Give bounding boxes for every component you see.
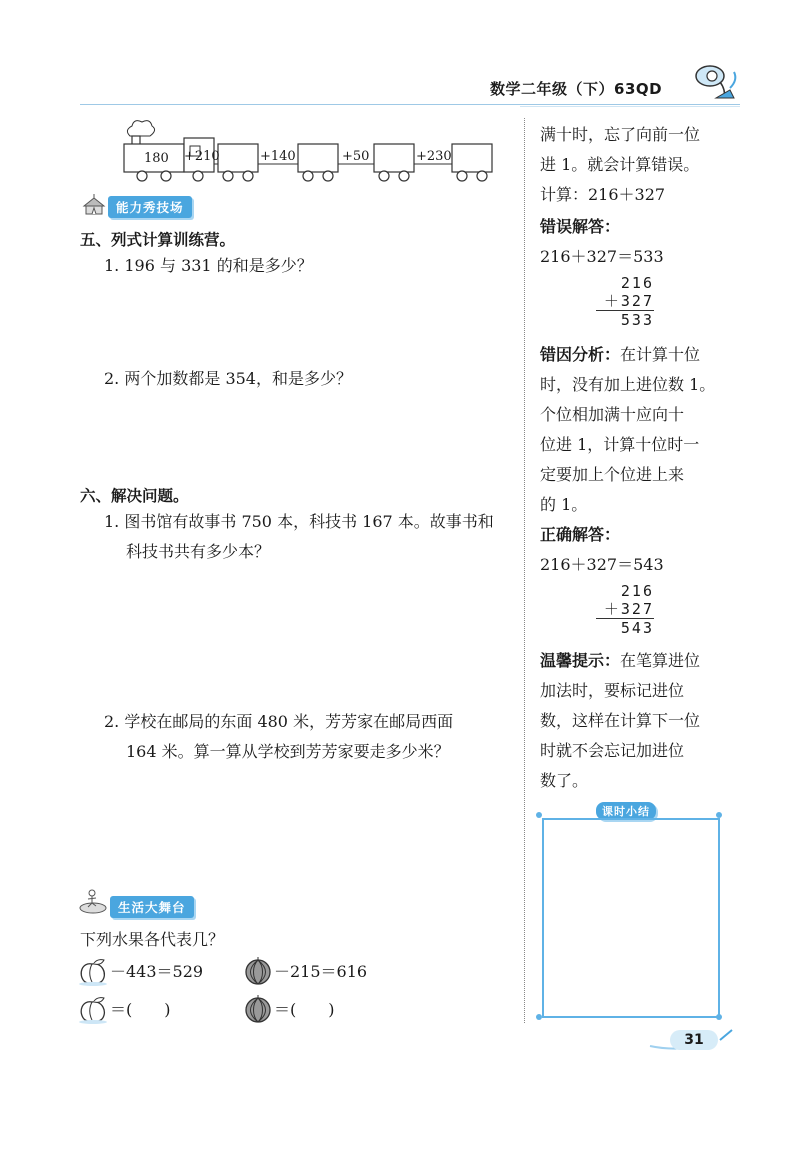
train-diagram xyxy=(118,118,498,182)
train-op-2: +140 xyxy=(260,149,296,164)
reason-line5: 定要加上个位进上来 xyxy=(540,465,685,484)
sidebar-calc: 计算：216＋327 xyxy=(540,185,666,204)
sidebar-reason xyxy=(540,340,720,520)
stage-icon xyxy=(78,888,108,918)
train-start-value: 180 xyxy=(144,151,169,166)
section5-question-2: 2. 两个加数都是 354，和是多少？ xyxy=(104,369,352,388)
train-op-4: +230 xyxy=(416,149,452,164)
wrong-vertical-calc xyxy=(596,274,654,329)
wrong-addend-2: ＋327 xyxy=(603,292,654,310)
section-badge-ability: 能力秀技场 xyxy=(108,196,192,218)
tip-line1: 在笔算进位 xyxy=(620,651,701,670)
right-vertical-calc xyxy=(596,582,654,637)
reason-line4: 位进 1，计算十位时一 xyxy=(540,435,700,454)
train-op-3: +50 xyxy=(342,149,370,164)
tip-line5: 数了。 xyxy=(540,771,589,790)
section5-title: 五、列式计算训练营。 xyxy=(80,231,236,249)
peach-answer-blank[interactable]: ＝( ) xyxy=(110,1000,171,1019)
wrong-addend-1: 216 xyxy=(620,274,654,292)
sidebar-intro-line2: 进 1。就会计算错误。 xyxy=(540,155,700,174)
section-badge-summary: 课时小结 xyxy=(596,802,656,820)
section6-question-2-line1: 2. 学校在邮局的东面 480 米，芳芳家在邮局西面 xyxy=(104,712,454,731)
sidebar-wrong-label: 错误解答： xyxy=(540,217,621,236)
wrong-sum: 533 xyxy=(596,310,654,329)
reason-line6: 的 1。 xyxy=(540,495,588,514)
section-badge-life: 生活大舞台 xyxy=(110,896,194,918)
tip-line4: 时就不会忘记加进位 xyxy=(540,741,685,760)
reason-line3: 个位相加满十应向十 xyxy=(540,405,685,424)
watermelon-icon xyxy=(243,956,273,990)
sidebar-right-label: 正确解答： xyxy=(540,525,621,544)
section6-question-1-line1: 1. 图书馆有故事书 750 本，科技书 167 本。故事书和 xyxy=(104,512,494,531)
summary-writing-box[interactable] xyxy=(542,818,720,1018)
sidebar-wrong-equation: 216＋327＝533 xyxy=(540,247,664,266)
section6-question-1-line2: 科技书共有多少本？ xyxy=(126,542,271,561)
right-sum: 543 xyxy=(596,618,654,637)
header-rule-secondary xyxy=(520,106,740,107)
right-addend-1: 216 xyxy=(620,582,654,600)
header-rule xyxy=(80,104,740,105)
fruits-intro: 下列水果各代表几？ xyxy=(80,930,225,949)
right-addend-2: ＋327 xyxy=(603,600,654,618)
section6-question-2-line2: 164 米。算一算从学校到芳芳家要走多少米？ xyxy=(126,742,450,761)
tip-line2: 加法时，要标记进位 xyxy=(540,681,685,700)
frame-corner-dot xyxy=(536,1014,542,1020)
section6-title: 六、解决问题。 xyxy=(80,487,189,505)
sidebar-intro-line1: 满十时，忘了向前一位 xyxy=(540,125,701,144)
train-op-1: +210 xyxy=(184,149,220,164)
reason-line2: 时，没有加上进位数 1。 xyxy=(540,375,716,394)
reason-line1: 在计算十位 xyxy=(620,345,701,364)
watermelon-equation: －215＝616 xyxy=(274,962,368,981)
frame-corner-dot xyxy=(716,1014,722,1020)
reason-label: 错因分析： xyxy=(540,345,621,364)
lamp-icon xyxy=(690,60,740,100)
tip-label: 温馨提示： xyxy=(540,651,621,670)
sidebar-tip xyxy=(540,646,720,796)
frame-corner-dot xyxy=(716,812,722,818)
peach-icon xyxy=(76,996,110,1028)
frame-corner-dot xyxy=(536,812,542,818)
page-number: 31 xyxy=(670,1030,718,1050)
watermelon-answer-blank[interactable]: ＝( ) xyxy=(274,1000,335,1019)
section5-question-1: 1. 196 与 331 的和是多少？ xyxy=(104,256,313,275)
page-header-title: 数学二年级（下）63QD xyxy=(490,80,663,98)
column-divider xyxy=(524,118,525,1023)
watermelon-icon xyxy=(243,994,273,1028)
peach-icon xyxy=(76,958,110,990)
circus-tent-icon xyxy=(82,192,106,220)
tip-line3: 数，这样在计算下一位 xyxy=(540,711,701,730)
peach-equation: －443＝529 xyxy=(110,962,204,981)
sidebar-right-equation: 216＋327＝543 xyxy=(540,555,664,574)
